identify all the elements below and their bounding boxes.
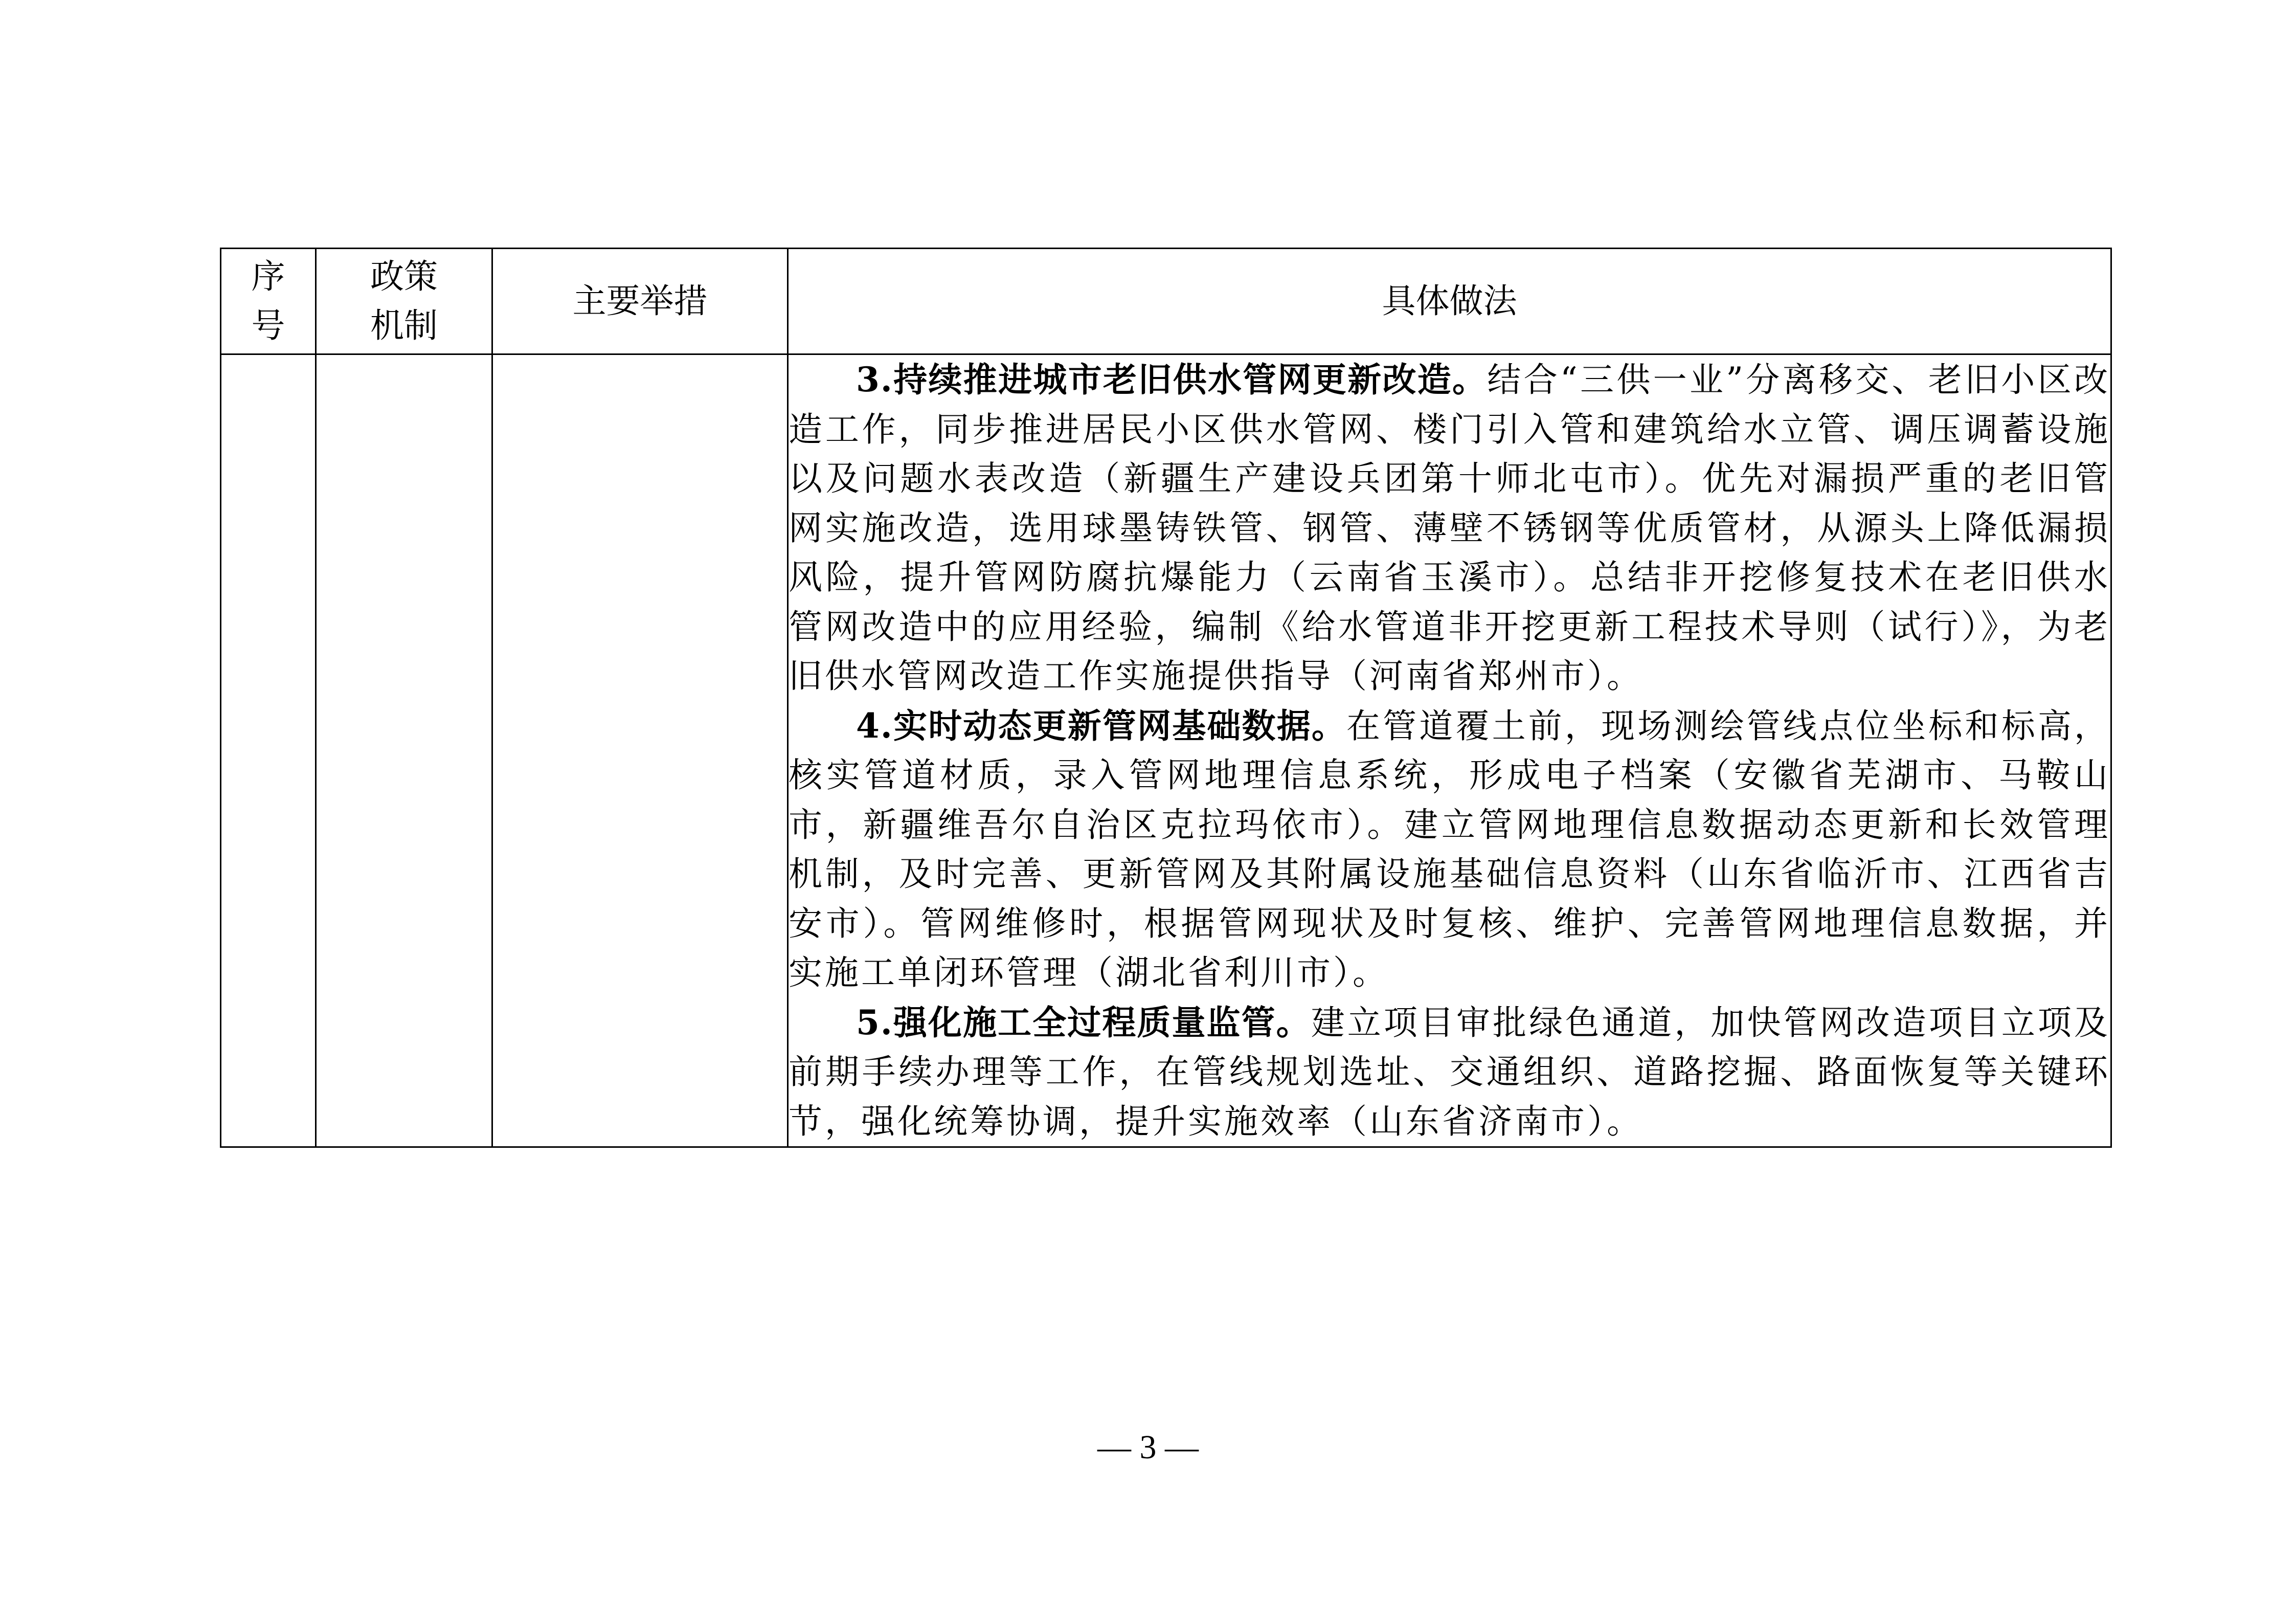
table-row	[221, 354, 2111, 1147]
header-seq-line-1: 序	[251, 257, 285, 296]
header-seq-line-2: 号	[251, 306, 285, 345]
cell-measures	[492, 354, 788, 1147]
header-measures: 主要举措	[492, 249, 788, 354]
cell-details	[788, 354, 2111, 1147]
header-mechanism-line-1: 政策	[370, 257, 438, 296]
paragraph-5-heading: 5.强化施工全过程质量监管。	[856, 1002, 1311, 1042]
paragraph-5-body: 建立项目审批绿色通道，加快管网改造项目立项及前期手续办理等工作，在管线规划选址、交通组织、道路挖掘、路面恢复等关键环节，强化统筹协调，提升实施效率（山东省济南市）。	[789, 1003, 2110, 1141]
paragraph-4-body: 在管道覆土前，现场测绘管线点位坐标和标高，核实管道材质，录入管网地理信息系统，形成电子档案（安徽省芜湖市、马鞍山市，新疆维吾尔自治区克拉玛依市）。建立管网地理信息数据动态更新和长效管理机制，及时完善、更新管网及其附属设施基础信息资料（山东省临沂市、江西省吉安市）。管网维修时，根据管网现状及时复核、维护、完善管网地理信息数据，并实施工单闭环管理（湖北省利川市）。	[789, 706, 2110, 992]
paragraph-3-heading: 3.持续推进城市老旧供水管网更新改造。	[856, 360, 1488, 399]
page-number: — 3 —	[1097, 1429, 1199, 1466]
detail-paragraph-4	[789, 701, 2110, 998]
header-mechanism	[316, 249, 492, 354]
detail-paragraph-3	[789, 355, 2110, 701]
cell-seq	[221, 354, 316, 1147]
header-details: 具体做法	[788, 249, 2111, 354]
paragraph-4-heading: 4.实时动态更新管网基础数据。	[856, 705, 1346, 746]
policy-table	[220, 248, 2112, 1148]
paragraph-3-body: 结合“三供一业”分离移交、老旧小区改造工作，同步推进居民小区供水管网、楼门引入管和建筑给水立管、调压调蓄设施以及问题水表改造（新疆生产建设兵团第十师北屯市）。优先对漏损严重的老旧管网实施改造，选用球墨铸铁管、钢管、薄壁不锈钢等优质管材，从源头上降低漏损风险，提升管网防腐抗爆能力（云南省玉溪市）。总结非开挖修复技术在老旧供水管网改造中的应用经验，编制《给水管道非开挖更新工程技术导则（试行）》，为老旧供水管网改造工作实施提供指导（河南省郑州市）。	[789, 360, 2110, 696]
table-header-row	[221, 249, 2111, 354]
header-mechanism-line-2: 机制	[370, 306, 438, 345]
detail-paragraph-5	[789, 998, 2110, 1147]
header-seq	[221, 249, 316, 354]
cell-mechanism	[316, 354, 492, 1147]
